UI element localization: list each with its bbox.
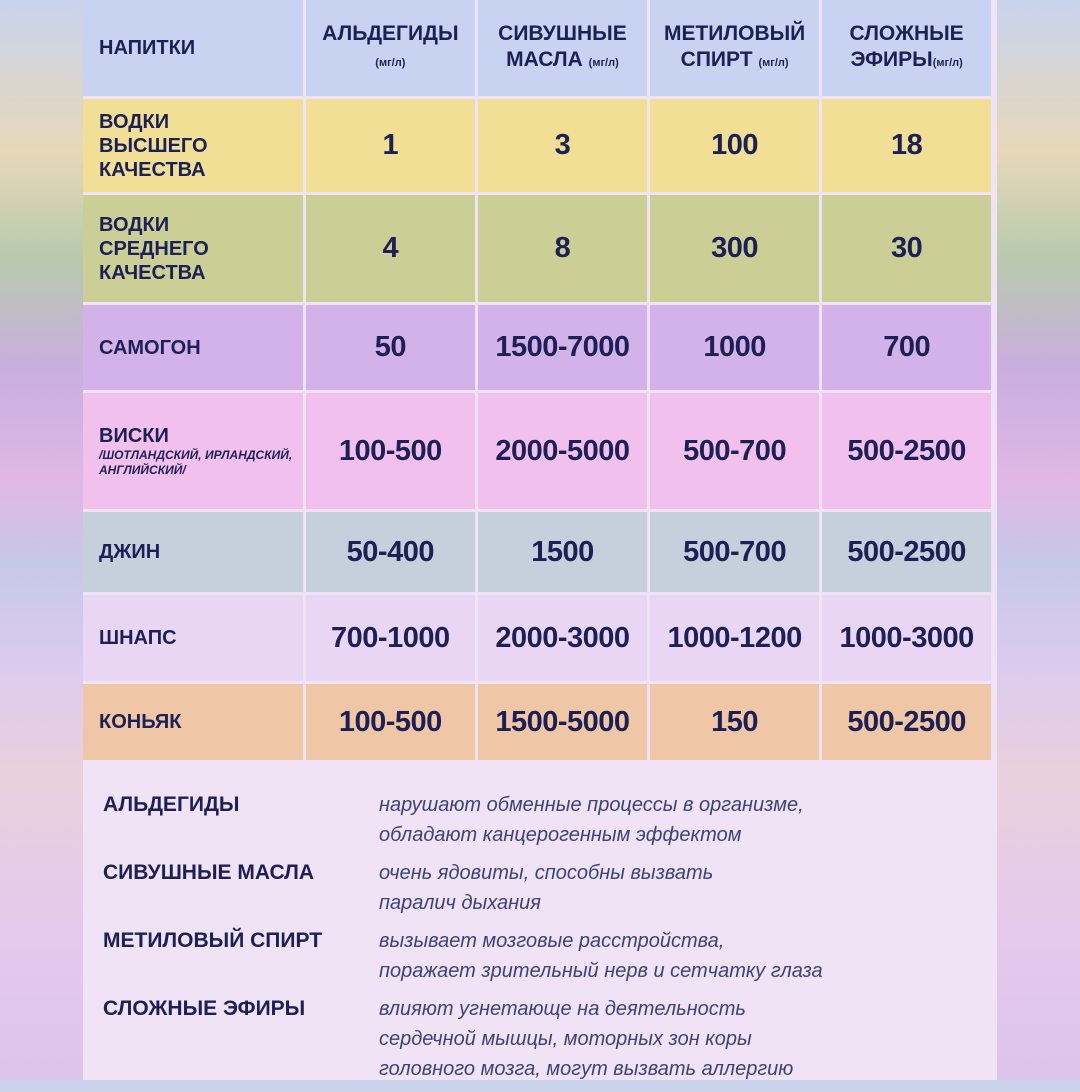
legend-description [379, 858, 713, 918]
drink-name [83, 195, 303, 302]
legend-term: АЛЬДЕГИДЫ [103, 793, 240, 816]
table-cell: 2000-3000 [478, 595, 647, 681]
legend-description [379, 926, 823, 986]
header-methanol [650, 0, 819, 96]
header-label: МЕТИЛОВЫЙ [663, 21, 806, 45]
drink-name-line: ВИСКИ [99, 425, 169, 447]
table-cell: 1500-7000 [478, 305, 647, 390]
table-cell: 1000-3000 [822, 595, 991, 681]
table-cell: 2000-5000 [478, 393, 647, 509]
legend [103, 790, 983, 1092]
drink-name [83, 393, 303, 509]
table-header-row [83, 0, 991, 96]
drink-name [83, 305, 303, 390]
header-label: АЛЬДЕГИДЫ [322, 21, 459, 45]
table-cell: 1 [306, 99, 475, 192]
table-row [83, 305, 991, 390]
header-unit: (мг/л) [932, 56, 963, 69]
table-cell: 100-500 [306, 684, 475, 760]
header-esters [822, 0, 991, 96]
legend-description-line: сердечной мышцы, моторных зон коры [379, 1028, 752, 1050]
table-cell: 500-2500 [822, 512, 991, 592]
table-cell: 100-500 [306, 393, 475, 509]
table-row [83, 595, 991, 681]
header-fusel-oils [478, 0, 647, 96]
header-drinks: НАПИТКИ [83, 0, 303, 96]
legend-term: МЕТИЛОВЫЙ СПИРТ [103, 929, 323, 952]
header-unit: (мг/л) [758, 56, 789, 69]
table-cell: 1000 [650, 305, 819, 390]
header-label-2: ЭФИРЫ [850, 47, 933, 71]
drink-name [83, 99, 303, 192]
drink-name-line: ВОДКИ [99, 110, 170, 133]
table-cell: 50 [306, 305, 475, 390]
header-unit: (мг/л) [588, 56, 619, 69]
table-cell: 300 [650, 195, 819, 302]
table-cell: 500-700 [650, 393, 819, 509]
legend-item [103, 858, 983, 918]
header-label: СИВУШНЫЕ [498, 21, 627, 45]
drinks-table [80, 0, 994, 763]
legend-description [379, 994, 793, 1084]
table-cell: 150 [650, 684, 819, 760]
table-cell: 1000-1200 [650, 595, 819, 681]
table-cell: 500-2500 [822, 393, 991, 509]
header-label: СЛОЖНЫЕ [849, 21, 964, 45]
table-row [83, 99, 991, 192]
table-cell: 700 [822, 305, 991, 390]
table-cell: 700-1000 [306, 595, 475, 681]
header-aldehydes [306, 0, 475, 96]
legend-item [103, 994, 983, 1084]
content-panel [83, 0, 997, 1080]
table-row [83, 393, 991, 509]
drink-name-line: ШНАПС [99, 627, 177, 649]
legend-description-line: поражает зрительный нерв и сетчатку глаза [379, 960, 823, 982]
drink-name [83, 684, 303, 760]
table-cell: 3 [478, 99, 647, 192]
legend-term: СИВУШНЫЕ МАСЛА [103, 861, 315, 884]
drink-name-line: СРЕДНЕГО [99, 237, 209, 260]
table-cell: 500-2500 [822, 684, 991, 760]
legend-description-line: влияют угнетающе на деятельность [379, 998, 746, 1020]
header-unit: (мг/л) [375, 56, 406, 69]
drink-name-line: ДЖИН [99, 541, 161, 563]
table-row [83, 195, 991, 302]
table-cell: 4 [306, 195, 475, 302]
drink-name [83, 512, 303, 592]
table-cell: 18 [822, 99, 991, 192]
table-row [83, 512, 991, 592]
drink-name-line: ВЫСШЕГО [99, 134, 208, 157]
table-cell: 500-700 [650, 512, 819, 592]
table-cell: 50-400 [306, 512, 475, 592]
legend-item [103, 926, 983, 986]
table-cell: 100 [650, 99, 819, 192]
legend-description-line: очень ядовиты, способны вызвать [379, 862, 714, 884]
table-cell: 1500 [478, 512, 647, 592]
legend-term: СЛОЖНЫЕ ЭФИРЫ [103, 997, 306, 1020]
table-row [83, 684, 991, 760]
table-cell: 1500-5000 [478, 684, 647, 760]
legend-description-line: вызывает мозговые расстройства, [379, 930, 725, 952]
legend-description-line: головного мозга, могут вызвать аллергию [379, 1058, 794, 1080]
drink-name-line: КАЧЕСТВА [99, 261, 206, 284]
drink-name-line: САМОГОН [99, 336, 201, 359]
table-cell: 30 [822, 195, 991, 302]
drink-subtitle: /ШОТЛАНДСКИЙ, ИРЛАНДСКИЙ, АНГЛИЙСКИЙ/ [99, 448, 293, 477]
drink-name-line: КОНЬЯК [99, 711, 182, 733]
legend-description [379, 790, 804, 850]
drink-name-line: КАЧЕСТВА [99, 158, 206, 181]
header-label-2: МАСЛА [506, 47, 583, 71]
drink-name [83, 595, 303, 681]
legend-item [103, 790, 983, 850]
legend-description-line: нарушают обменные процессы в организме, [379, 794, 804, 816]
legend-description-line: паралич дыхания [379, 892, 541, 914]
header-label-2: СПИРТ [680, 47, 753, 71]
legend-description-line: обладают канцерогенным эффектом [379, 824, 742, 846]
table-cell: 8 [478, 195, 647, 302]
drink-name-line: ВОДКИ [99, 213, 170, 236]
